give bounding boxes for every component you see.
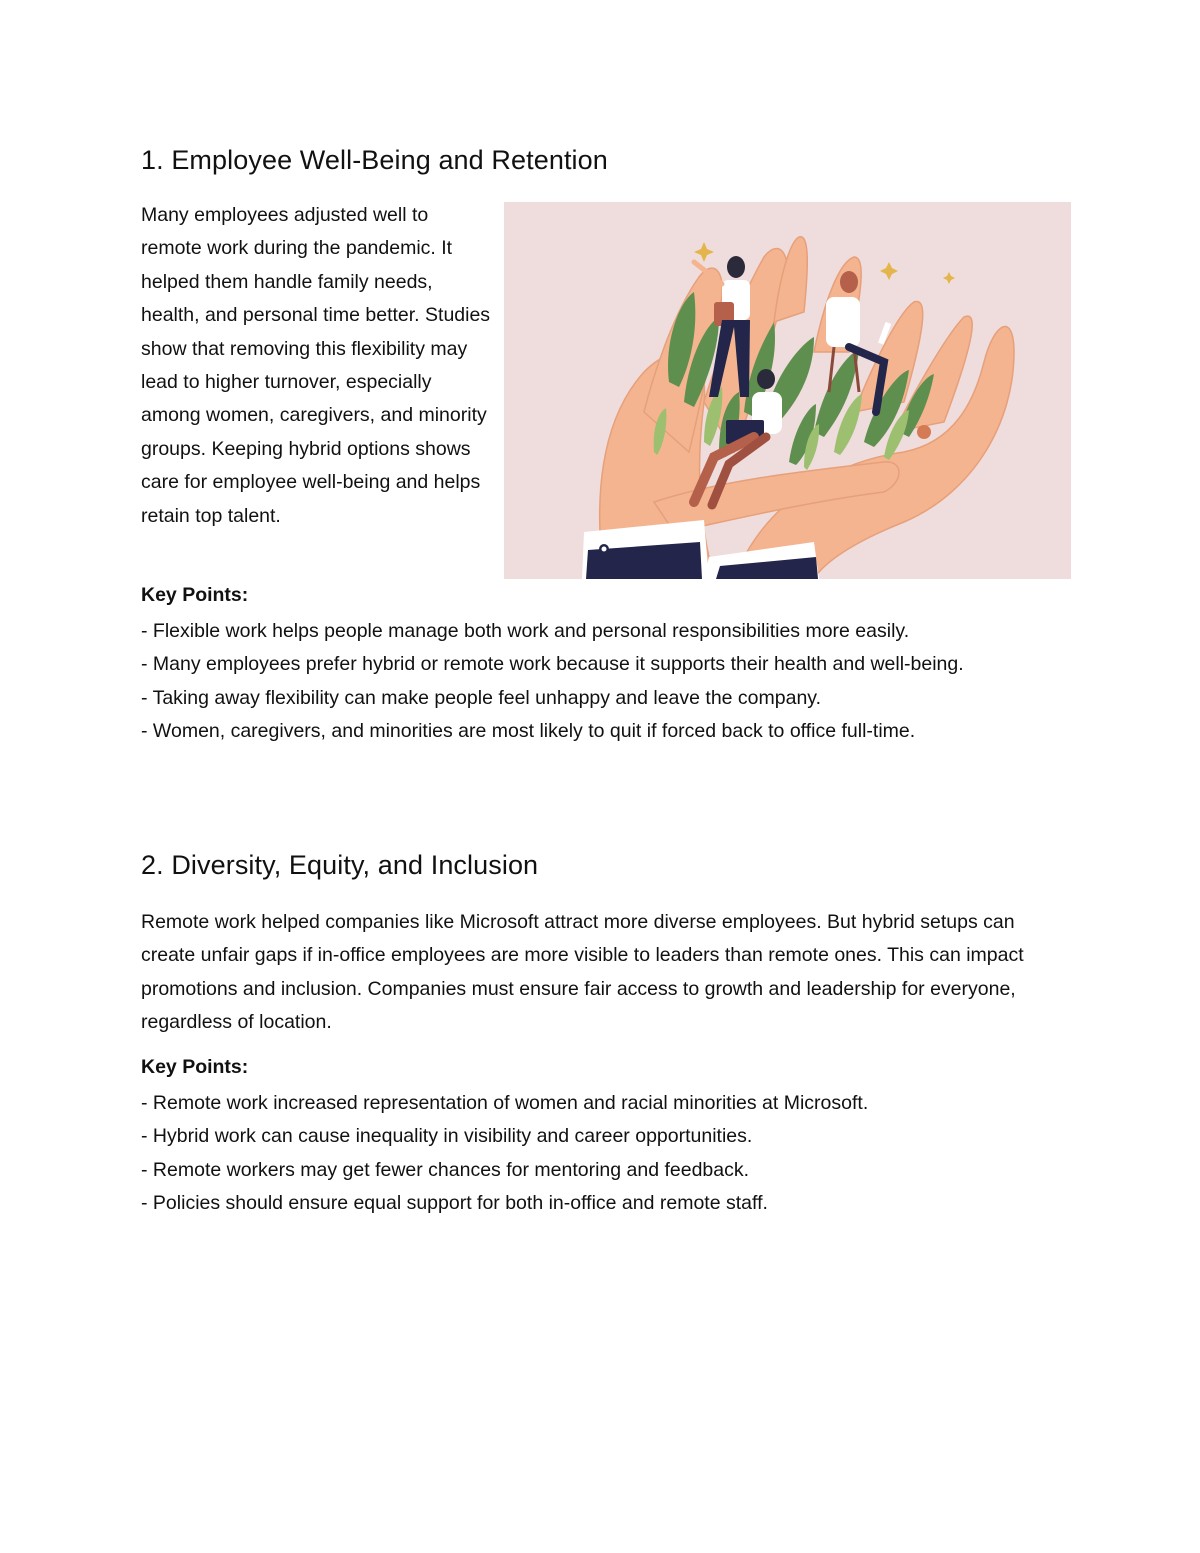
illustration-graphic — [504, 202, 1071, 579]
section-heading-diversity: 2. Diversity, Equity, and Inclusion — [141, 850, 539, 880]
list-item: - Taking away flexibility can make people feel unhappy and leave the company. — [141, 682, 1021, 715]
key-points-title: Key Points: — [141, 1056, 249, 1078]
key-points-list — [141, 615, 1021, 749]
list-item: - Policies should ensure equal support for both in-office and remote staff. — [141, 1187, 1041, 1220]
wellbeing-paragraph: Many employees adjusted well to remote work during the pandemic. It helped them handle family needs, health, and personal time better. Studies show that removing this flexibility may lead to higher turnover, especially among women, caregivers, and minority groups. Keeping hybrid options shows care for employee well-being and helps retain top talent. — [141, 204, 491, 527]
hands-holding-people-illustration — [504, 202, 1071, 579]
key-points-list — [141, 1087, 1041, 1221]
diversity-paragraph: Remote work helped companies like Microsoft attract more diverse employees. But hybrid setups can create unfair gaps if in-office employees are more visible to leaders than remote ones. This can impact promotions and inclusion. Companies must ensure fair access to growth and leadership for everyone, regardless of location. — [141, 911, 1024, 1034]
key-points-title: Key Points: — [141, 584, 249, 606]
list-item: - Remote work increased representation of women and racial minorities at Microsoft. — [141, 1087, 1041, 1120]
list-item: - Women, caregivers, and minorities are most likely to quit if forced back to office full-time. — [141, 715, 1021, 748]
section-heading-wellbeing: 1. Employee Well-Being and Retention — [141, 145, 608, 175]
list-item: - Hybrid work can cause inequality in visibility and career opportunities. — [141, 1120, 1041, 1153]
list-item: - Many employees prefer hybrid or remote work because it supports their health and well-being. — [141, 648, 1021, 681]
list-item: - Flexible work helps people manage both work and personal responsibilities more easily. — [141, 615, 1021, 648]
list-item: - Remote workers may get fewer chances for mentoring and feedback. — [141, 1154, 1041, 1187]
